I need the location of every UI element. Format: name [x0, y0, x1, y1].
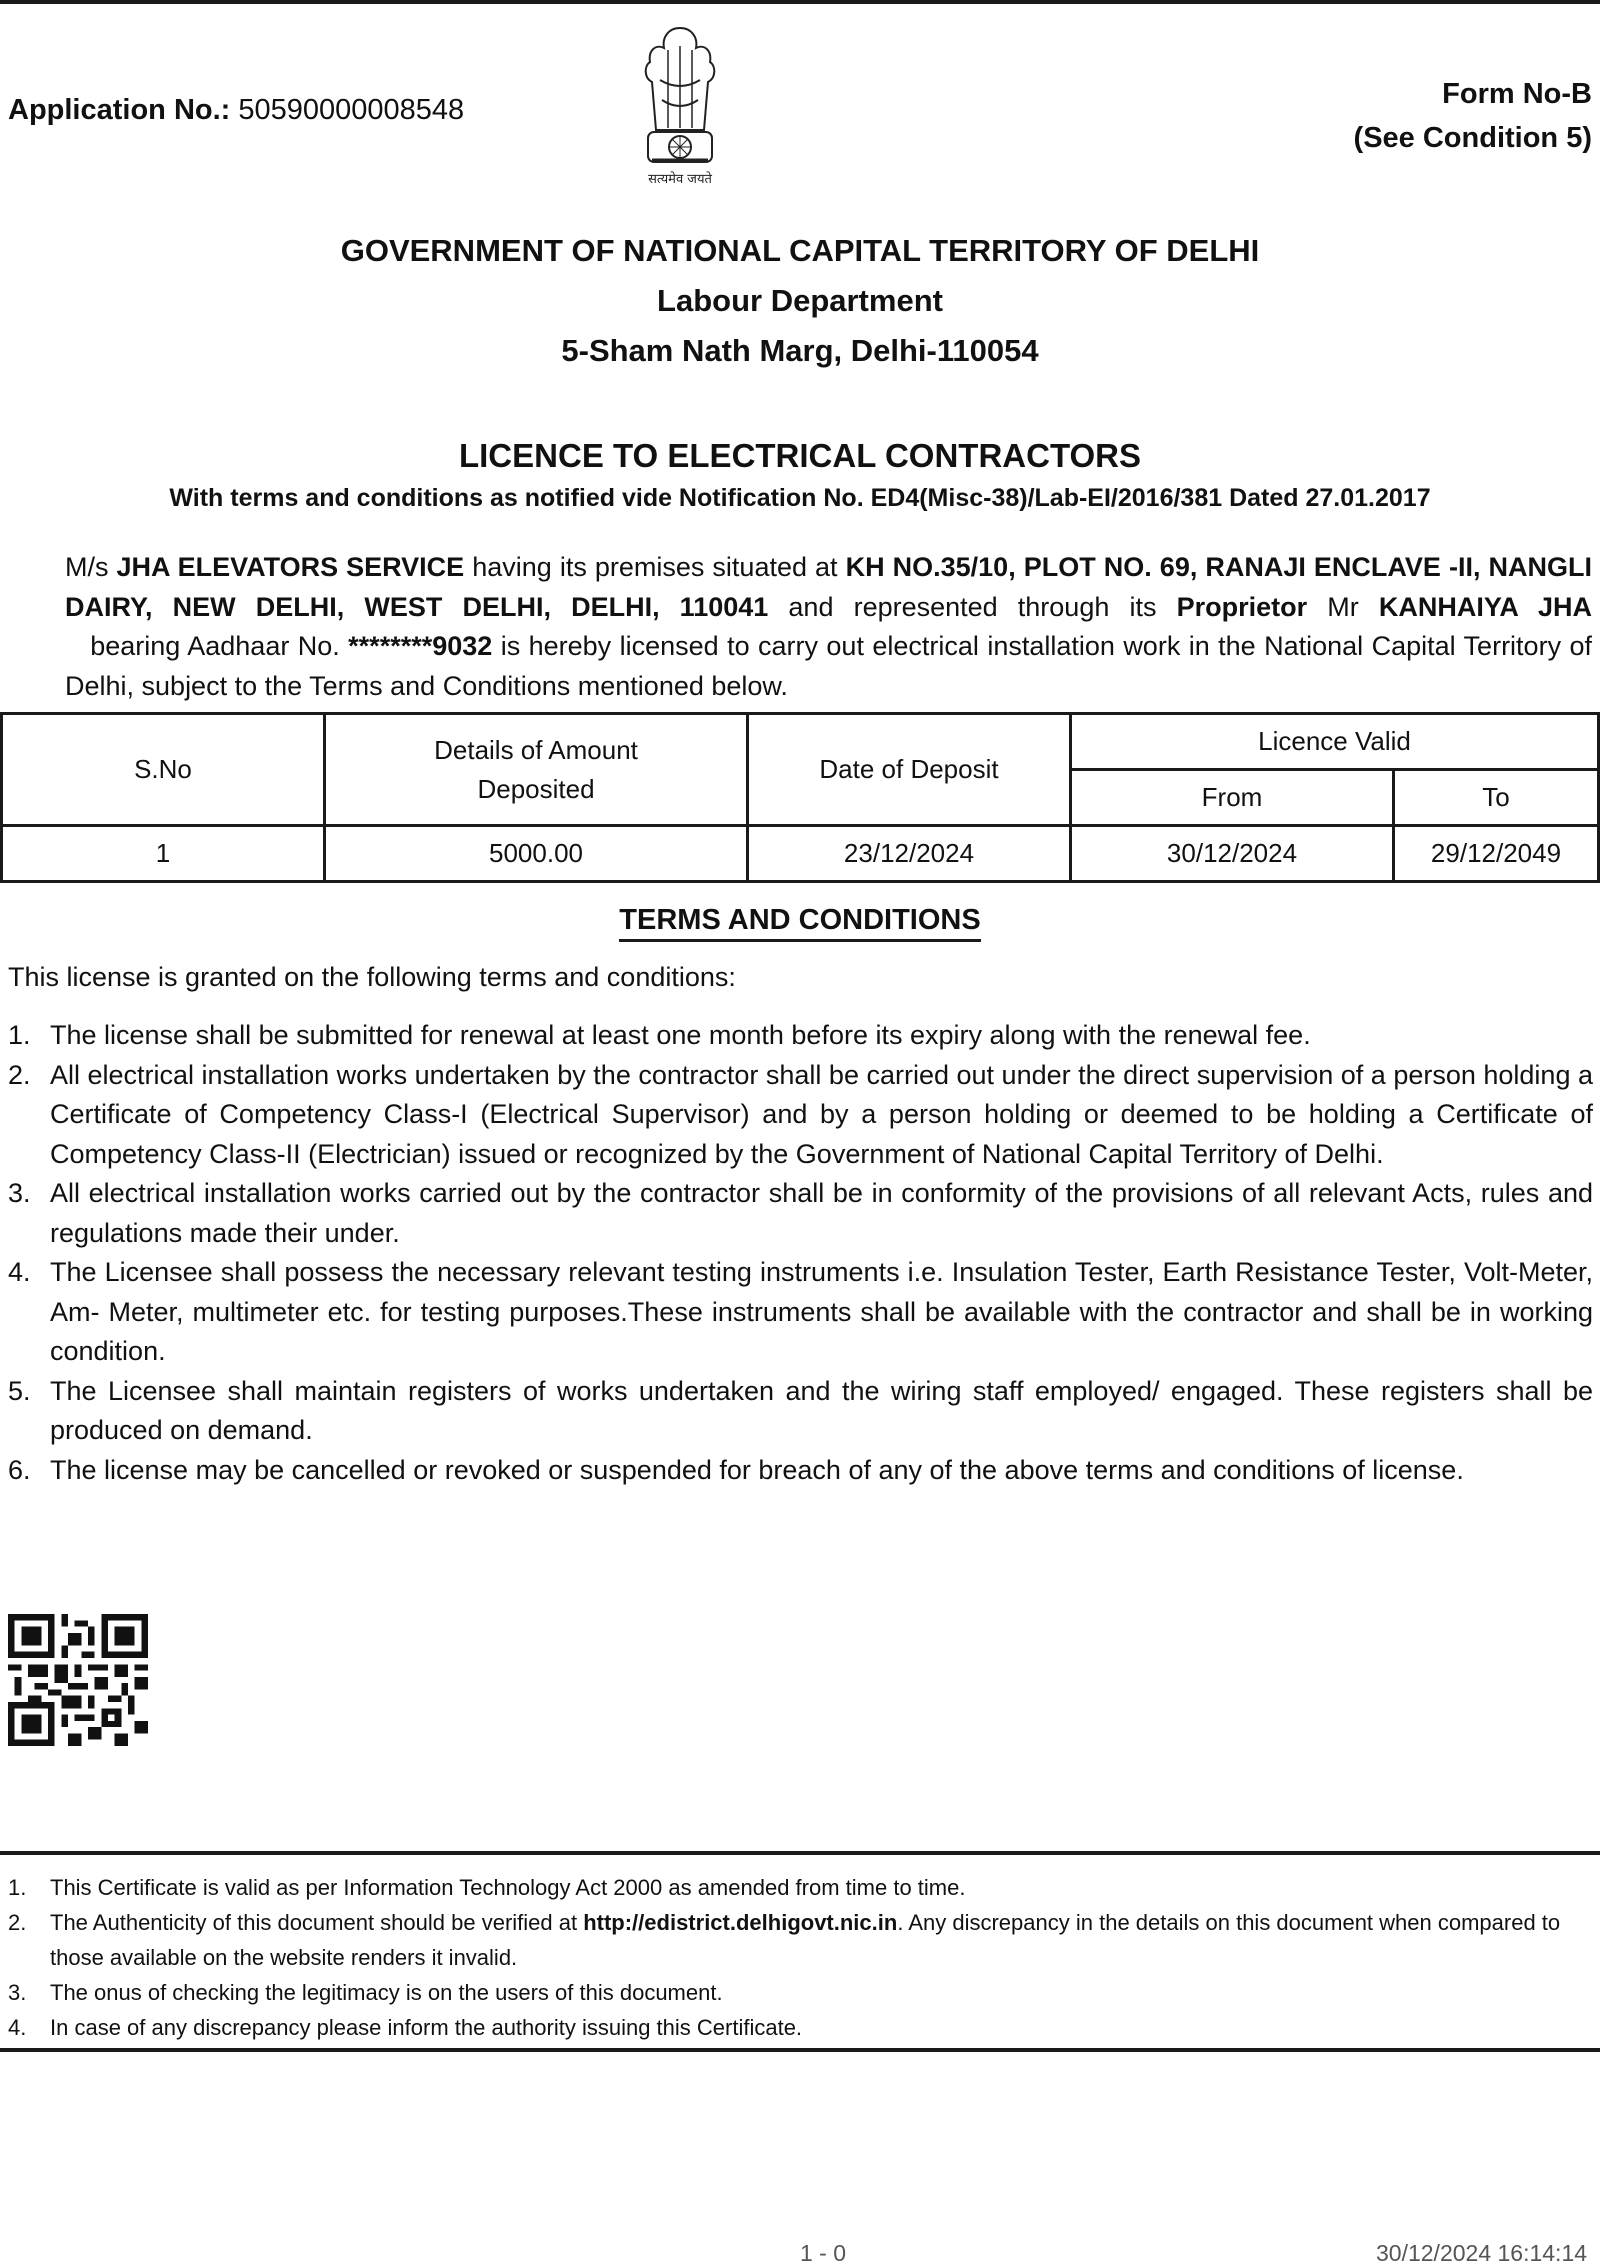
representative-name: KANHAIYA JHA — [1378, 591, 1592, 622]
list-item — [8, 1253, 1593, 1372]
intro-text: and represented through its — [768, 591, 1177, 622]
intro-text: M/s — [65, 552, 117, 582]
list-item — [8, 1372, 1593, 1451]
item-number: 1. — [8, 1020, 31, 1050]
item-text: In case of any discrepancy please inform the authority issuing this Certificate. — [50, 2015, 803, 2040]
header-from: From — [1071, 770, 1394, 826]
item-number: 3. — [8, 1178, 31, 1208]
item-text: . Any discrepancy in the details on this document when compared to those available on the website renders it invalid. — [50, 1910, 1561, 1970]
licence-title: LICENCE TO ELECTRICAL CONTRACTORS — [458, 437, 1142, 474]
premises-address: KH NO.35/10, PLOT NO. 69, RANAJI ENCLAVE -II, NANGLI DAIRY, NEW DELHI, WEST DELHI, DELHI, 110041 — [65, 552, 1592, 622]
table-header-row — [2, 714, 1599, 770]
list-item — [8, 1056, 1593, 1175]
terms-title-text: TERMS AND CONDITIONS — [619, 904, 980, 942]
item-text: This Certificate is valid as per Information Technology Act 2000 as amended from time to time. — [50, 1875, 966, 1900]
notes-bottom-divider — [0, 2048, 1600, 2052]
intro-text: is hereby licensed to carry out electrical installation work in the National Capital Territory of Delhi, subject to the Terms and Conditions mentioned below. — [65, 631, 1593, 701]
table-row — [2, 826, 1599, 882]
item-number: 4. — [8, 1257, 31, 1287]
header-licence-valid: Licence Valid — [1071, 714, 1599, 770]
list-item — [8, 1451, 1593, 1491]
department-address: 5-Sham Nath Marg, Delhi-110054 — [561, 333, 1039, 368]
item-text: The Licensee shall possess the necessary relevant testing instruments i.e. Insulation Tester, Earth Resistance Tester, Volt-Meter, Am- Meter, multimeter etc. for testing purposes.These instruments shall be available with the contractor and shall be in working condition. — [50, 1257, 1593, 1366]
header-amount: Details of Amount Deposited — [325, 714, 748, 826]
notes-top-divider — [0, 1851, 1600, 1855]
item-number: 3. — [8, 1980, 27, 2005]
aadhaar-number: ********9032 — [348, 631, 493, 661]
page-number: 1 - 0 — [800, 2240, 847, 2266]
intro-text: having its premises situated at — [464, 552, 846, 582]
item-text: The license shall be submitted for renewal at least one month before its expiry along with the renewal fee. — [50, 1020, 1311, 1050]
cell-date-of-deposit: 23/12/2024 — [748, 826, 1071, 882]
header-date-of-deposit: Date of Deposit — [748, 714, 1071, 826]
national-emblem-icon — [620, 20, 740, 190]
item-number: 6. — [8, 1454, 31, 1485]
item-text: All electrical installation works carried out by the contractor shall be in conformity of the provisions of all relevant Acts, rules and regulations made their under. — [50, 1178, 1593, 1248]
list-item — [8, 1905, 1593, 1975]
list-item — [8, 1870, 1593, 1905]
list-item — [8, 1016, 1593, 1056]
list-item — [8, 2010, 1593, 2045]
cell-sno: 1 — [2, 826, 325, 882]
qr-code-icon[interactable] — [8, 1614, 148, 1746]
item-number: 5. — [8, 1375, 31, 1406]
department-name: Labour Department — [657, 283, 943, 318]
authority-heading — [0, 226, 1600, 376]
item-text: The onus of checking the legitimacy is on the users of this document. — [50, 1980, 723, 2005]
list-item — [8, 1174, 1593, 1253]
cell-amount: 5000.00 — [325, 826, 748, 882]
form-number — [1354, 72, 1592, 160]
header-to: To — [1394, 770, 1599, 826]
cell-valid-to: 29/12/2049 — [1394, 826, 1599, 882]
representative-role: Proprietor — [1176, 591, 1308, 622]
verification-link[interactable]: http://edistrict.delhigovt.nic.in — [583, 1910, 898, 1935]
terms-list — [8, 1016, 1593, 1490]
terms-intro: This license is granted on the following terms and conditions: — [8, 962, 736, 992]
list-item — [8, 1975, 1593, 2010]
application-number-value: 50590000008548 — [238, 94, 465, 126]
top-divider — [0, 0, 1600, 4]
item-text: The Licensee shall maintain registers of works undertaken and the wiring staff employed/ engaged. These registers shall be produced on demand. — [50, 1375, 1593, 1445]
item-number: 4. — [8, 2015, 27, 2040]
intro-text: Mr — [1307, 591, 1379, 622]
item-number: 2. — [8, 1059, 31, 1090]
print-timestamp: 30/12/2024 16:14:14 — [1376, 2240, 1588, 2266]
certificate-notes — [8, 1870, 1593, 2045]
licence-intro-paragraph — [65, 548, 1592, 706]
form-no-label: Form No-B — [1442, 78, 1592, 110]
application-number — [8, 94, 464, 127]
item-text: All electrical installation works undertaken by the contractor shall be carried out under the direct supervision of a person holding a Certificate of Competency Class-I (Electrical Supervisor) and by a person holding or deemed to be holding a Certificate of Competency Class-II (Electrician) issued or recognized by the Government of National Capital Territory of Delhi. — [50, 1059, 1593, 1169]
item-text: The Authenticity of this document should be verified at — [50, 1910, 584, 1935]
firm-name: JHA ELEVATORS SERVICE — [116, 552, 465, 582]
cell-valid-from: 30/12/2024 — [1071, 826, 1394, 882]
government-name: GOVERNMENT OF NATIONAL CAPITAL TERRITORY OF DELHI — [340, 233, 1260, 268]
application-label: Application No.: — [8, 94, 231, 126]
item-text: The license may be cancelled or revoked or suspended for breach of any of the above terms and conditions of license. — [50, 1454, 1464, 1485]
item-number: 1. — [8, 1875, 27, 1900]
item-number: 2. — [8, 1910, 27, 1935]
intro-text: bearing Aadhaar No. — [65, 631, 349, 661]
terms-title — [0, 904, 1600, 937]
emblem-motto: सत्यमेव जयते — [648, 172, 712, 187]
licence-details-table — [0, 712, 1600, 883]
notification-reference: With terms and conditions as notified vide Notification No. ED4(Misc-38)/Lab-EI/2016/381 Dated 27.01.2017 — [169, 484, 1431, 512]
see-condition-label: (See Condition 5) — [1353, 122, 1592, 154]
header-sno: S.No — [2, 714, 325, 826]
